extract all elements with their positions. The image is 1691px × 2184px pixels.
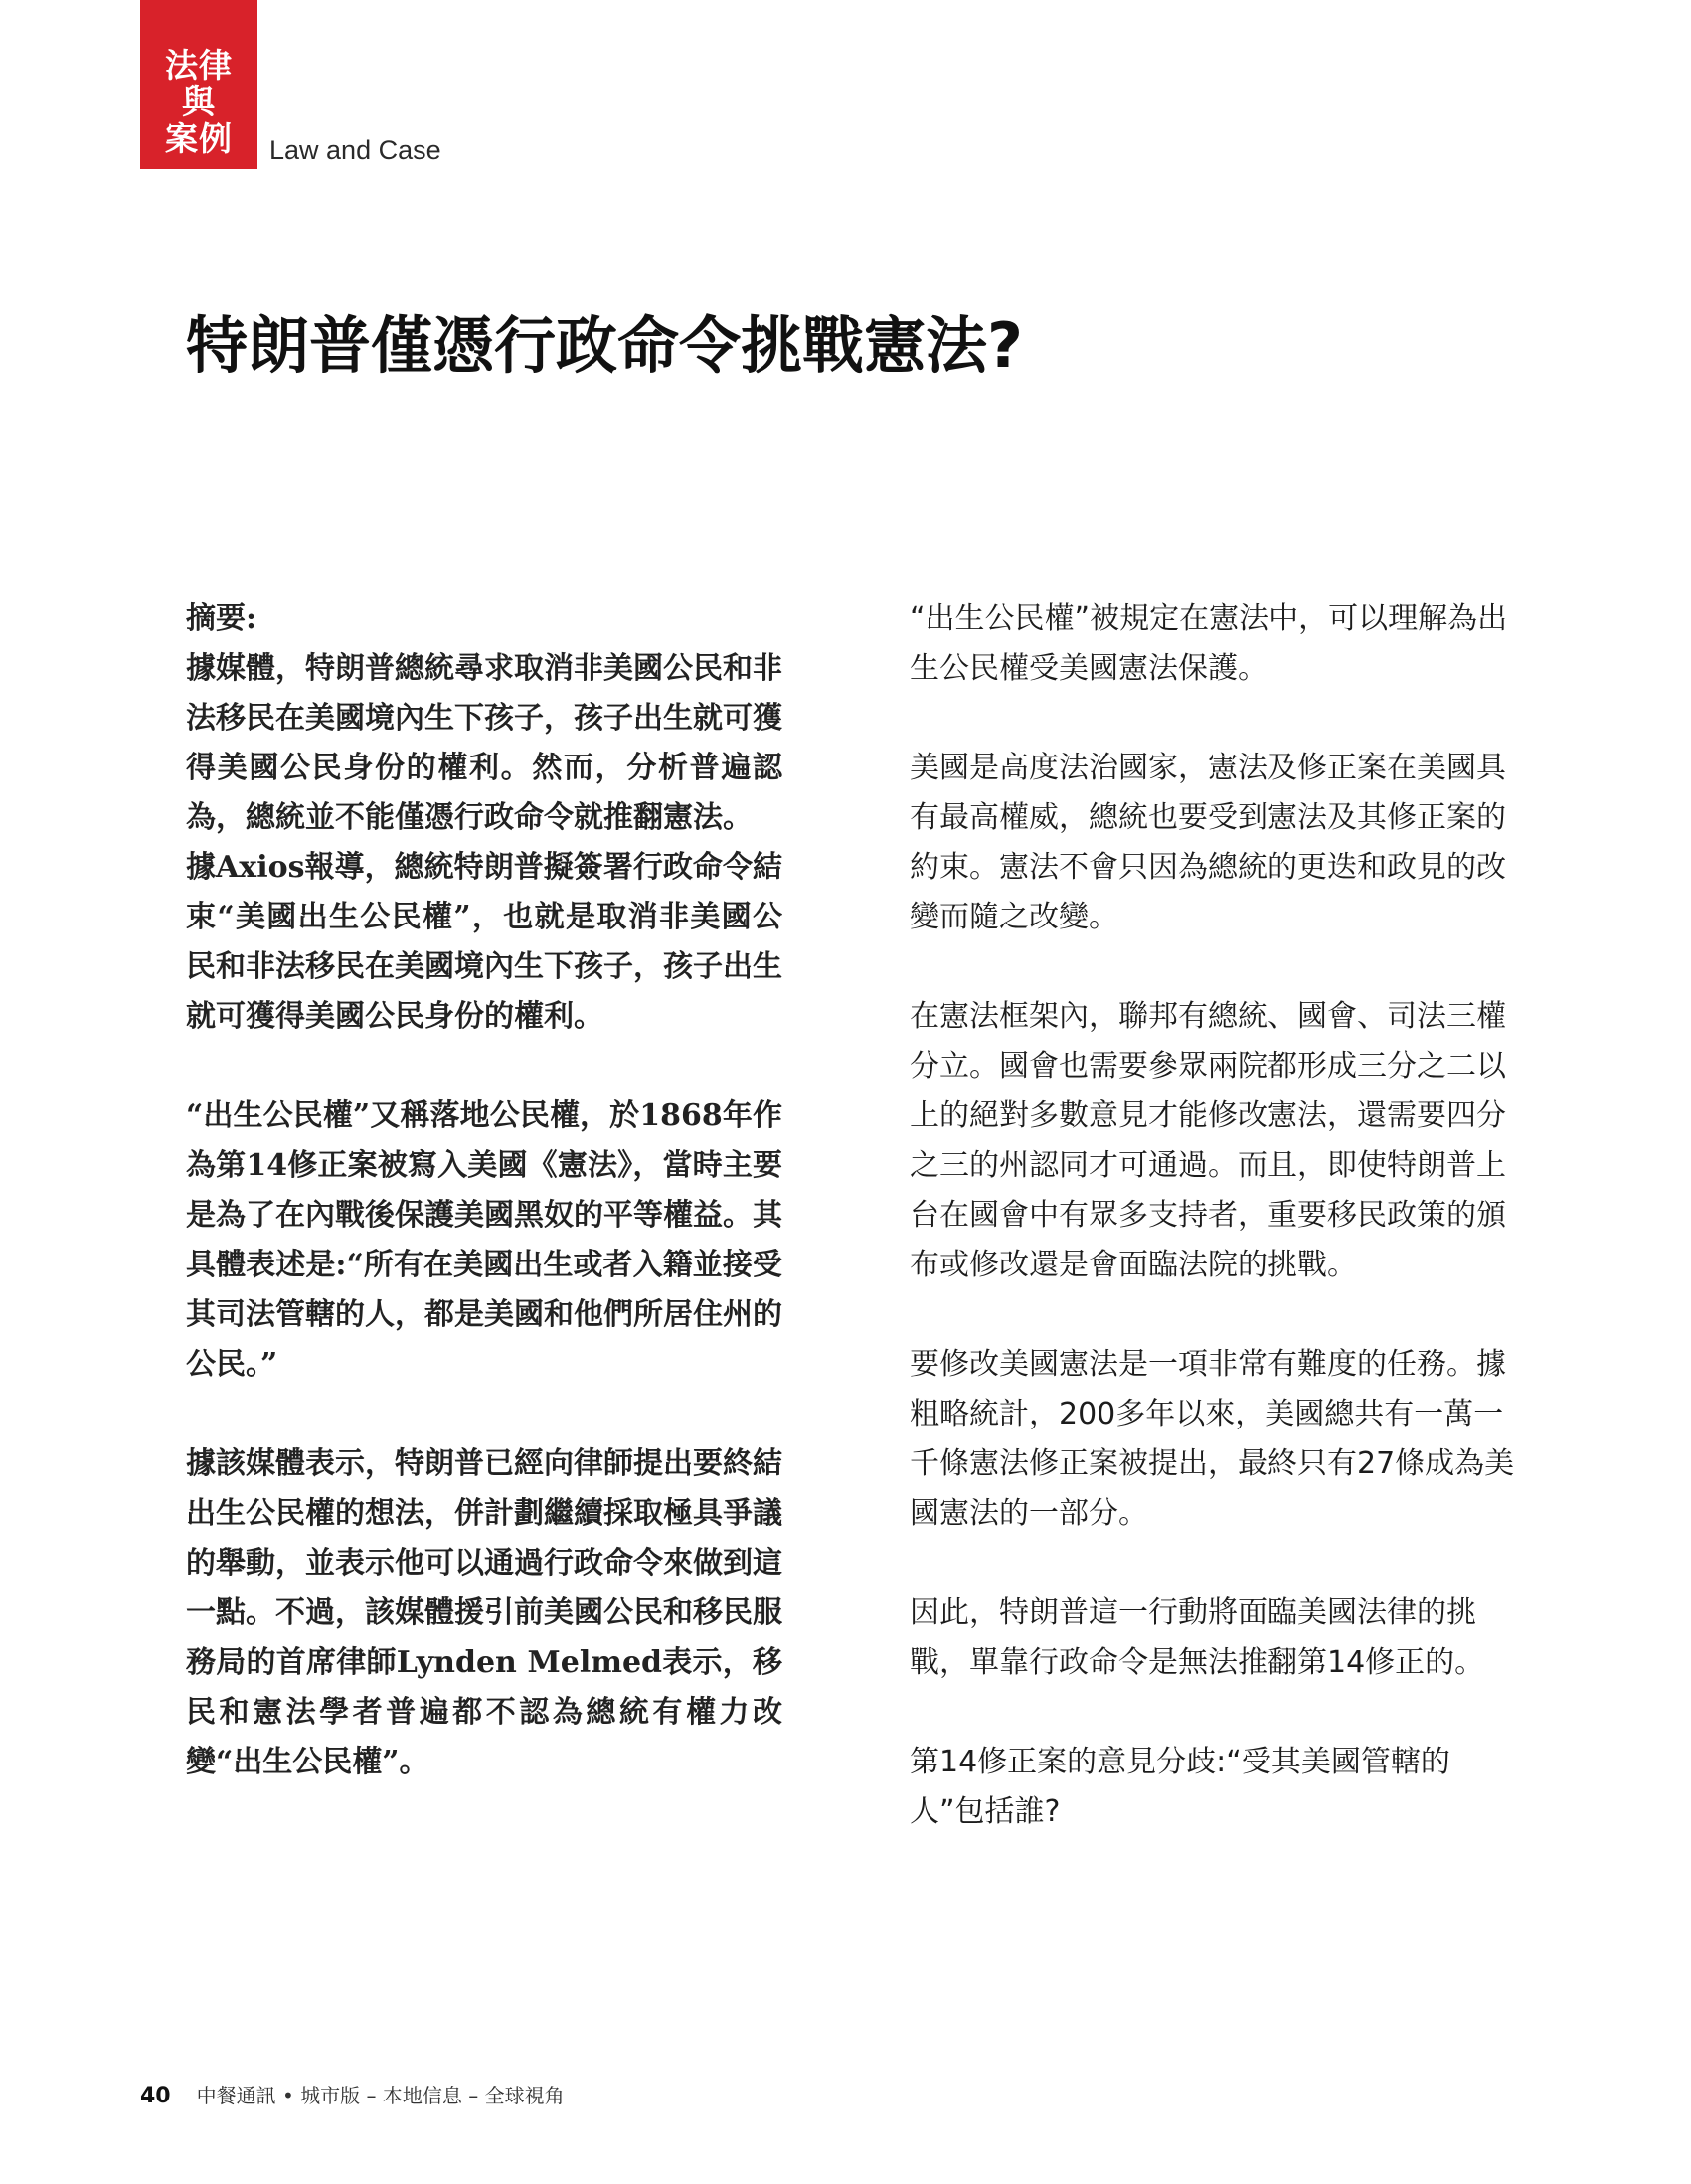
publication-name: 中餐通訊 • 城市版 – 本地信息 – 全球視角 — [196, 2084, 565, 2107]
article-paragraph: “出生公民權”又稱落地公民權，於1868年作為第14修正案被寫入美國《憲法》，當時主要是為了在內戰後保護美國黑奴的平等權益。其具體表述是:“所有在美國出生或者入籍並接受其司法管轄的人，都是美國和他們所居住州的公民。” — [186, 1098, 782, 1382]
article-title: 特朗普僅憑行政命令挑戰憲法? — [186, 309, 1023, 382]
article-paragraph: 美國是高度法治國家，憲法及修正案在美國具有最高權威，總統也要受到憲法及其修正案的約束。憲法不會只因為總統的更迭和政見的改變而隨之改變。 — [910, 751, 1506, 934]
section-tag-line: 與 — [182, 83, 216, 121]
article-left-column — [186, 594, 782, 1787]
article-paragraph: 因此，特朗普這一行動將面臨美國法律的挑戰，單靠行政命令是無法推翻第14修正的。 — [910, 1596, 1485, 1680]
section-label-english: Law and Case — [269, 135, 441, 165]
article-paragraph: 據該媒體表示，特朗普已經向律師提出要終結出生公民權的想法，併計劃繼續採取極具爭議的舉動，並表示他可以通過行政命令來做到這一點。不過，該媒體援引前美國公民和移民服務局的首席律師Lynden Melmed表示，移民和憲法學者普遍都不認為總統有權力改變“出生公民權”。 — [186, 1446, 782, 1779]
page-footer — [140, 2080, 565, 2108]
article-right-column — [910, 594, 1516, 1837]
article-subheading: 第14修正案的意見分歧:“受其美國管轄的人”包括誰? — [910, 1745, 1450, 1829]
section-tag-line: 法律 — [165, 46, 233, 84]
abstract-heading: 摘要: — [186, 601, 257, 636]
article-paragraph: “出生公民權”被規定在憲法中，可以理解為出生公民權受美國憲法保護。 — [910, 601, 1508, 686]
section-tag-line: 案例 — [165, 119, 233, 158]
section-tag — [140, 0, 257, 169]
article-paragraph: 要修改美國憲法是一項非常有難度的任務。據粗略統計，200多年以來，美國總共有一萬一千條憲法修正案被提出，最終只有27條成為美國憲法的一部分。 — [910, 1347, 1515, 1531]
page-number: 40 — [140, 2084, 171, 2108]
article-paragraph: 在憲法框架內，聯邦有總統、國會、司法三權分立。國會也需要參眾兩院都形成三分之二以上的絕對多數意見才能修改憲法，還需要四分之三的州認同才可通過。而且，即使特朗普上台在國會中有眾多支持者，重要移民政策的頒布或修改還是會面臨法院的挑戰。 — [910, 999, 1506, 1282]
article-paragraph: 據媒體，特朗普總統尋求取消非美國公民和非法移民在美國境內生下孩子，孩子出生就可獲得美國公民身份的權利。然而，分析普遍認為，總統並不能僅憑行政命令就推翻憲法。 — [186, 651, 782, 835]
article-paragraph: 據Axios報導，總統特朗普擬簽署行政命令結束“美國出生公民權”，也就是取消非美國公民和非法移民在美國境內生下孩子，孩子出生就可獲得美國公民身份的權利。 — [186, 850, 782, 1034]
